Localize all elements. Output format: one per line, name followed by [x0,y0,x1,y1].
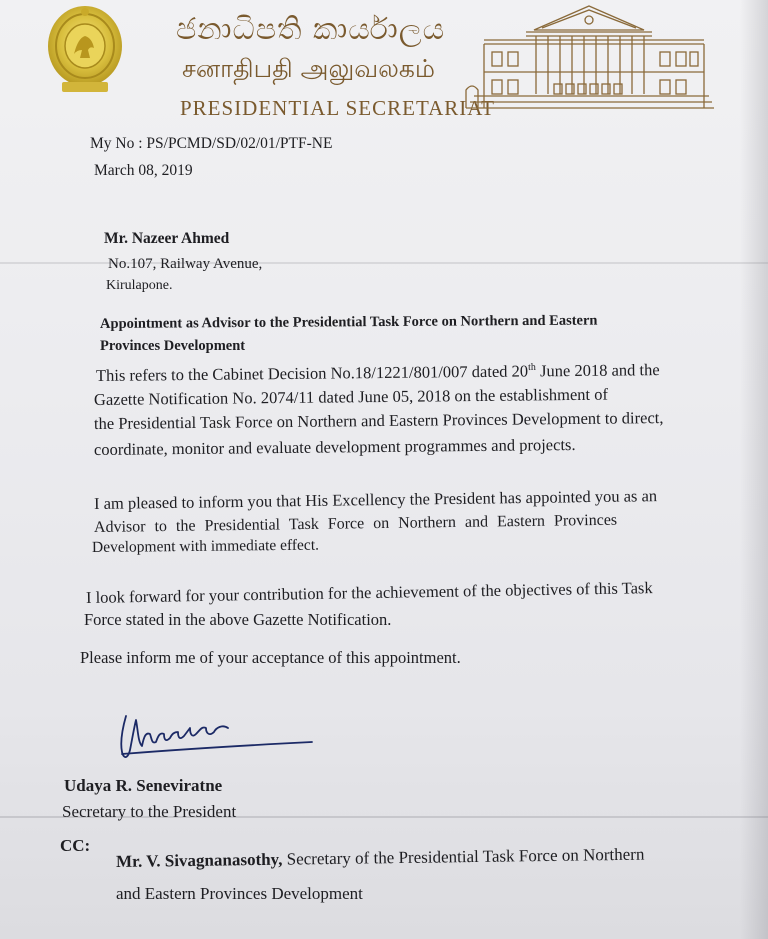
body-paragraph-line: Development with immediate effect. [91,536,320,556]
signatory-name: Udaya R. Seneviratne [64,776,223,795]
recipient-address-line: Kirulapone. [106,278,173,293]
cc-recipient-role: Secretary of the Presidential Task Force on Northern [282,844,645,869]
state-emblem-icon [44,2,126,98]
subject-line: Appointment as Advisor to the Presidential Task Force on Northern and Eastern [99,312,598,332]
body-paragraph-line: Force stated in the above Gazette Notification. [84,610,392,629]
letterhead-title-english: PRESIDENTIAL SECRETARIAT [180,96,495,120]
recipient-name: Mr. Nazeer Ahmed [104,230,230,247]
body-paragraph-line: the Presidential Task Force on Northern and Eastern Provinces Development to direct, [93,408,664,433]
letter-date: March 08, 2019 [94,162,193,179]
cc-recipient [116,845,645,872]
body-paragraph-line: This refers to the Cabinet Decision No.18/1221/801/007 dated 20th June 2018 and the [95,360,660,385]
letterhead-title-sinhala: ජනාධිපති කාර්යාලය [176,12,446,47]
building-illustration-icon [464,0,714,118]
body-paragraph-line: I look forward for your contribution for the achievement of the objectives of this Task [85,578,653,607]
subject-line: Provinces Development [100,338,246,354]
page-shadow [740,0,768,939]
cc-recipient-role-line: and Eastern Provinces Development [116,884,363,903]
cc-label: CC: [60,836,91,855]
cc-recipient-name: Mr. V. Sivagnanasothy, [115,849,283,871]
body-paragraph-line: Gazette Notification No. 2074/11 dated June 05, 2018 on the establishment of [93,384,609,409]
handwritten-signature [112,706,322,766]
letterhead-title-tamil: சனாதிபதி அலுவலகம் [182,54,435,83]
signatory-title: Secretary to the President [62,802,237,821]
body-paragraph-line: Please inform me of your acceptance of this appointment. [80,648,461,667]
body-paragraph-line: I am pleased to inform you that His Excellency the President has appointed you as an [93,486,658,513]
body-paragraph-line: Advisor to the Presidential Task Force on Northern and Eastern Provinces [93,511,618,536]
recipient-address-line: No.107, Railway Avenue, [108,256,263,272]
reference-number: My No : PS/PCMD/SD/02/01/PTF-NE [90,135,333,152]
body-paragraph-line: coordinate, monitor and evaluate development programmes and projects. [93,434,576,459]
